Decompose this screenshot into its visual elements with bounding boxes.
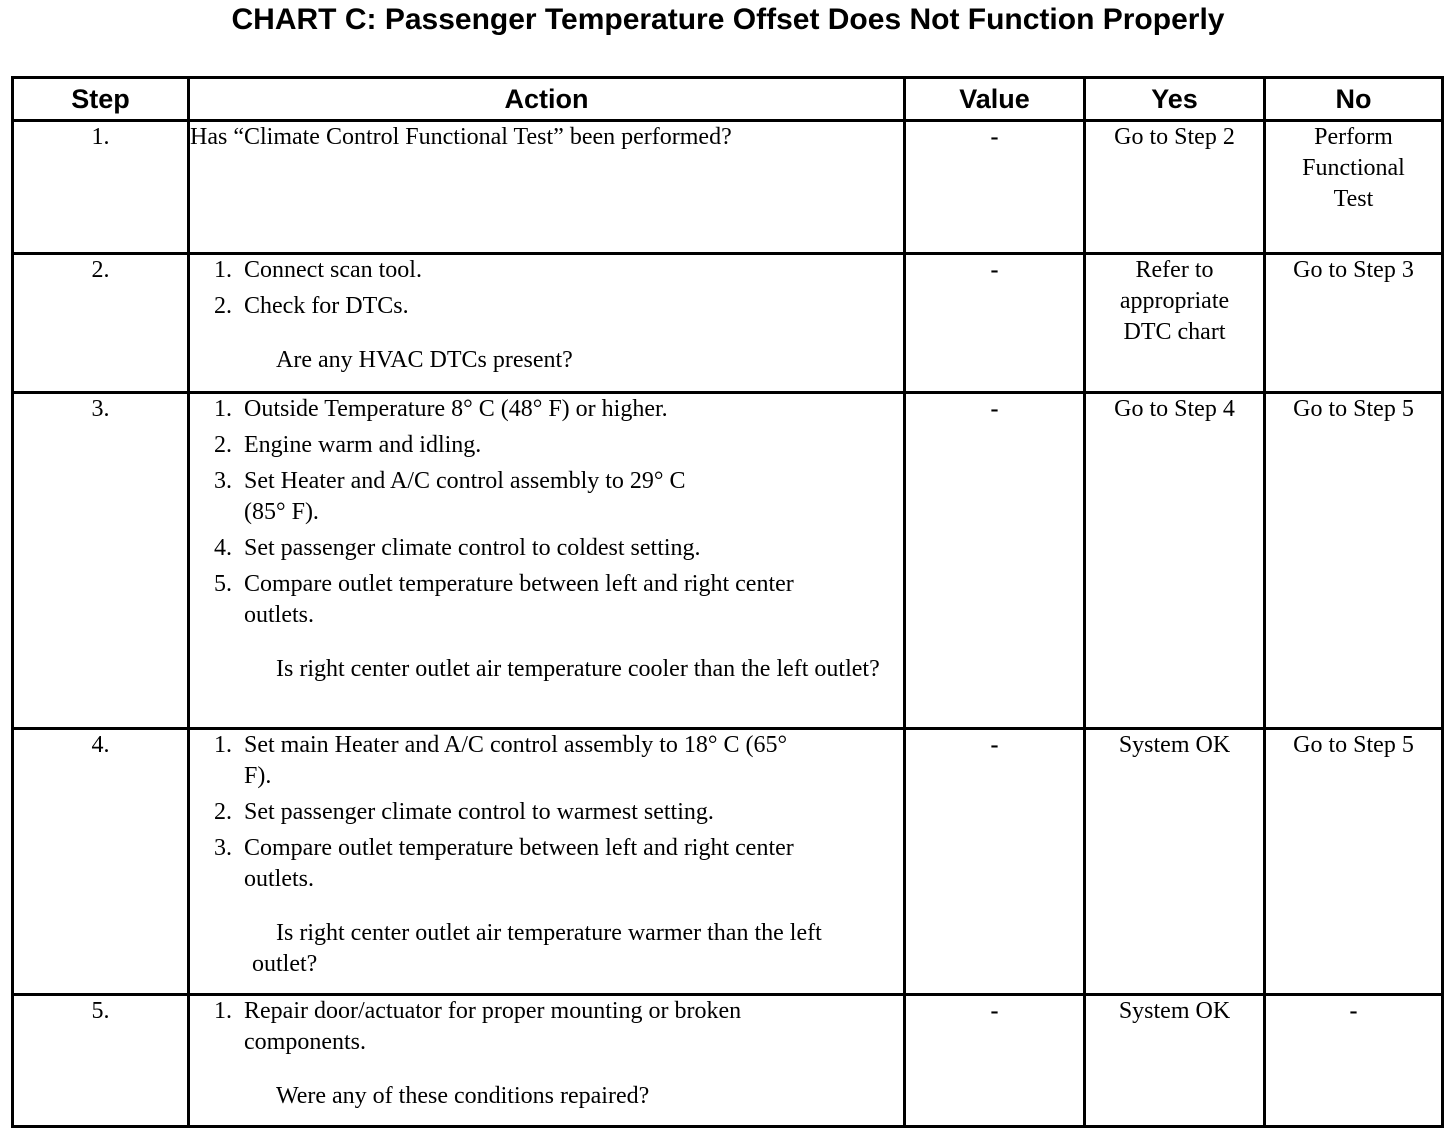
action-item-number: 1. bbox=[214, 732, 232, 758]
no-cell: - bbox=[1265, 995, 1443, 1127]
header-row bbox=[13, 78, 1443, 121]
action-item-number: 2. bbox=[214, 799, 232, 825]
no-cell: Perform Functional Test bbox=[1265, 121, 1443, 254]
yes-cell: Refer to appropriate DTC chart bbox=[1085, 254, 1265, 393]
action-item bbox=[214, 730, 903, 792]
action-cell bbox=[189, 254, 905, 393]
yes-cell: Go to Step 4 bbox=[1085, 393, 1265, 729]
action-item-text: Set main Heater and A/C control assembly to 18° C (65° F). bbox=[244, 732, 788, 789]
action-item-text: Set passenger climate control to coldest setting. bbox=[244, 535, 701, 561]
action-item-text: Compare outlet temperature between left and right center outlets. bbox=[244, 571, 794, 628]
no-cell: Go to Step 5 bbox=[1265, 393, 1443, 729]
chart-title: CHART C: Passenger Temperature Offset Does Not Function Properly bbox=[231, 3, 1225, 36]
action-item-number: 5. bbox=[214, 571, 232, 597]
value-cell: - bbox=[905, 393, 1085, 729]
action-item-text: Repair door/actuator for proper mounting or broken components. bbox=[244, 998, 742, 1055]
yes-cell: Go to Step 2 bbox=[1085, 121, 1265, 254]
header-value: Value bbox=[905, 78, 1085, 121]
no-cell: Go to Step 3 bbox=[1265, 254, 1443, 393]
action-question: Is right center outlet air temperature cooler than the left outlet? bbox=[276, 656, 880, 682]
action-item bbox=[214, 569, 903, 631]
action-item-number: 2. bbox=[214, 293, 232, 319]
action-item-text: Check for DTCs. bbox=[244, 293, 409, 319]
action-item-text: Set Heater and A/C control assembly to 29° C (85° F). bbox=[244, 468, 686, 525]
action-item bbox=[214, 255, 903, 286]
header-action: Action bbox=[189, 78, 905, 121]
action-item-text: Compare outlet temperature between left and right center outlets. bbox=[244, 835, 794, 892]
action-item-text: Engine warm and idling. bbox=[244, 432, 482, 458]
value-cell: - bbox=[905, 729, 1085, 995]
value-cell: - bbox=[905, 254, 1085, 393]
action-item-number: 1. bbox=[214, 998, 232, 1024]
header-yes: Yes bbox=[1085, 78, 1265, 121]
action-cell bbox=[189, 995, 905, 1127]
action-item bbox=[214, 996, 903, 1058]
step-cell: 3. bbox=[13, 393, 189, 729]
action-item-number: 2. bbox=[214, 432, 232, 458]
action-list bbox=[190, 996, 903, 1058]
action-item bbox=[214, 466, 903, 528]
action-item bbox=[214, 394, 903, 425]
no-cell: Go to Step 5 bbox=[1265, 729, 1443, 995]
action-cell bbox=[189, 121, 905, 254]
action-item-number: 3. bbox=[214, 835, 232, 861]
step-cell: 1. bbox=[13, 121, 189, 254]
diagnostic-table bbox=[11, 76, 1444, 1128]
step-cell: 4. bbox=[13, 729, 189, 995]
action-item-number: 1. bbox=[214, 257, 232, 283]
step-cell: 5. bbox=[13, 995, 189, 1127]
value-cell: - bbox=[905, 121, 1085, 254]
action-item-text: Outside Temperature 8° C (48° F) or higher. bbox=[244, 396, 668, 422]
action-list bbox=[190, 730, 903, 895]
action-list bbox=[190, 255, 903, 322]
action-list bbox=[190, 394, 903, 631]
action-item-number: 3. bbox=[214, 468, 232, 494]
table-row bbox=[13, 254, 1443, 393]
value-cell: - bbox=[905, 995, 1085, 1127]
action-text: Has “Climate Control Functional Test” been performed? bbox=[190, 124, 732, 150]
action-item bbox=[214, 533, 903, 564]
action-item-text: Set passenger climate control to warmest setting. bbox=[244, 799, 714, 825]
action-item bbox=[214, 797, 903, 828]
action-question: Is right center outlet air temperature warmer than the left outlet? bbox=[252, 920, 822, 977]
table-row bbox=[13, 121, 1443, 254]
table-row bbox=[13, 729, 1443, 995]
action-cell bbox=[189, 393, 905, 729]
action-cell bbox=[189, 729, 905, 995]
action-item-number: 1. bbox=[214, 396, 232, 422]
action-question: Were any of these conditions repaired? bbox=[276, 1083, 650, 1109]
header-no: No bbox=[1265, 78, 1443, 121]
action-item-text: Connect scan tool. bbox=[244, 257, 422, 283]
yes-cell: System OK bbox=[1085, 995, 1265, 1127]
action-item bbox=[214, 291, 903, 322]
table-row bbox=[13, 995, 1443, 1127]
action-question: Are any HVAC DTCs present? bbox=[276, 347, 573, 373]
table-row bbox=[13, 393, 1443, 729]
action-item-number: 4. bbox=[214, 535, 232, 561]
step-cell: 2. bbox=[13, 254, 189, 393]
action-item bbox=[214, 833, 903, 895]
header-step: Step bbox=[13, 78, 189, 121]
yes-cell: System OK bbox=[1085, 729, 1265, 995]
action-item bbox=[214, 430, 903, 461]
